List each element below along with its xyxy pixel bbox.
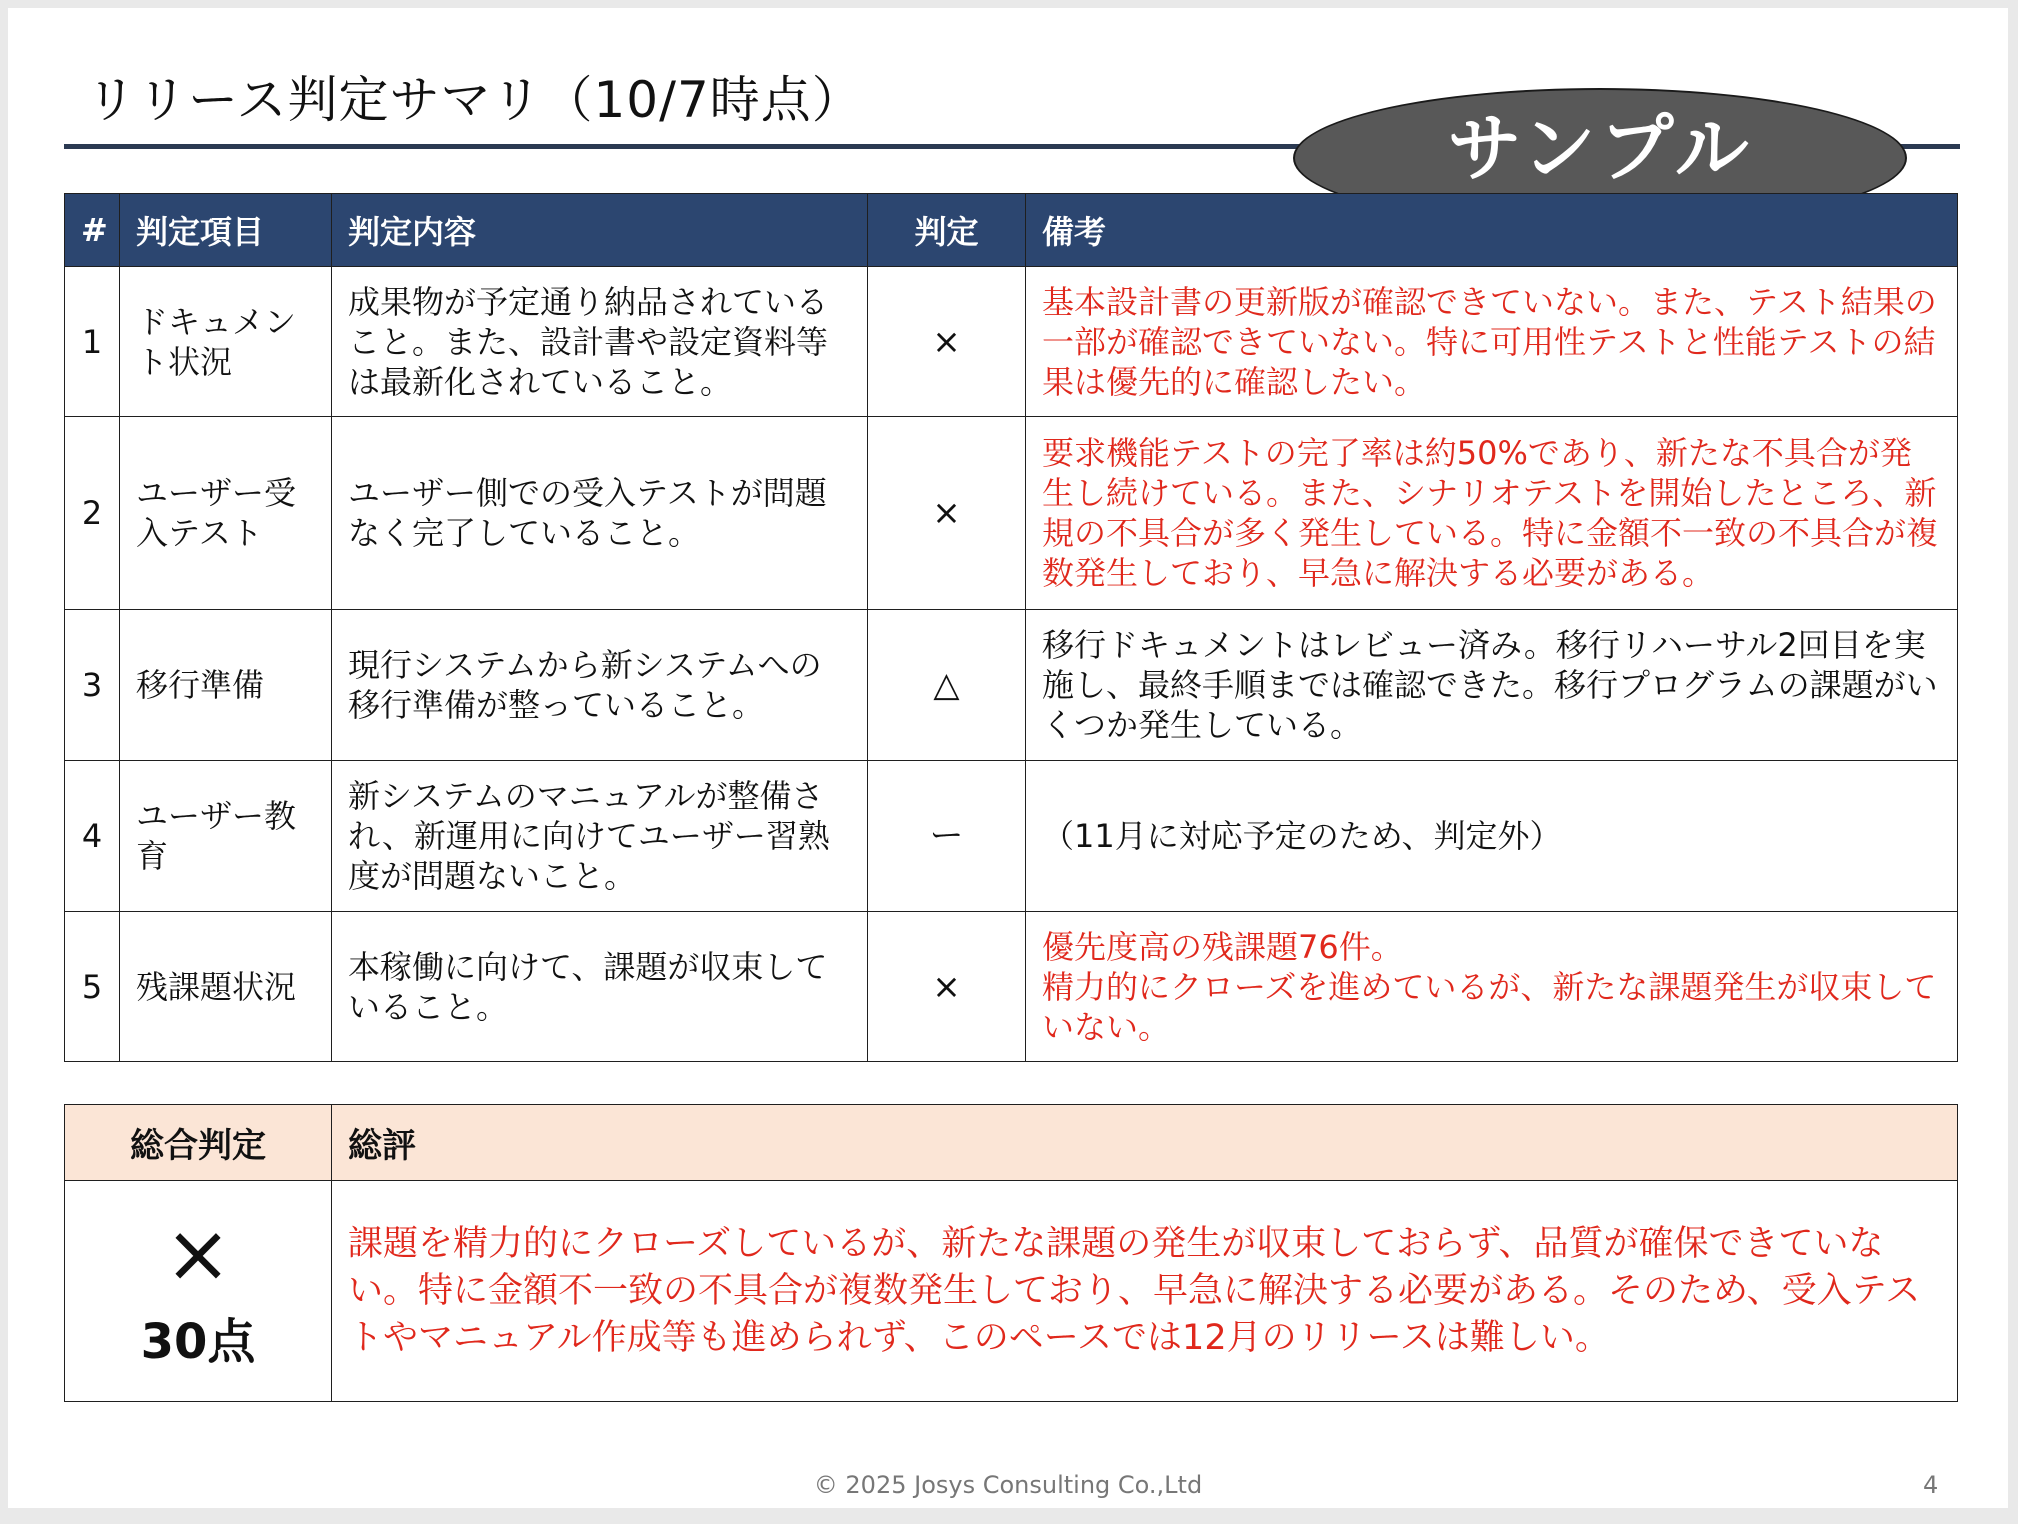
summary-row (65, 1181, 1958, 1402)
copyright-footer: © 2025 Josys Consulting Co.,Ltd (813, 1471, 1203, 1499)
col-header-number: # (65, 194, 120, 267)
row-item: ドキュメント状況 (120, 267, 332, 417)
row-item: ユーザー受入テスト (120, 417, 332, 610)
table-row (65, 417, 1958, 610)
row-content: 現行システムから新システムへの移行準備が整っていること。 (332, 610, 868, 761)
release-judgment-table (64, 193, 1958, 1062)
overall-summary-table (64, 1104, 1958, 1402)
overall-judgment (65, 1181, 332, 1402)
row-note: 移行ドキュメントはレビュー済み。移行リハーサル2回目を実施し、最終手順までは確認できた。移行プログラムの課題がいくつか発生している。 (1026, 610, 1958, 761)
slide-title: リリース判定サマリ（10/7時点） (86, 71, 863, 129)
col-header-item: 判定項目 (120, 194, 332, 267)
table-row (65, 267, 1958, 417)
table-row (65, 761, 1958, 912)
row-number: 5 (65, 912, 120, 1062)
row-verdict: △ (868, 610, 1026, 761)
row-number: 3 (65, 610, 120, 761)
overall-review: 課題を精力的にクローズしているが、新たな課題の発生が収束しておらず、品質が確保できていない。特に金額不一致の不具合が複数発生しており、早急に解決する必要がある。そのため、受入テストやマニュアル作成等も進められず、このペースでは12月のリリースは難しい。 (332, 1181, 1958, 1402)
sample-stamp-label: サンプル (1447, 106, 1753, 192)
summary-header-review: 総評 (332, 1105, 1958, 1181)
row-content: ユーザー側での受入テストが問題なく完了していること。 (332, 417, 868, 610)
row-note: 基本設計書の更新版が確認できていない。また、テスト結果の一部が確認できていない。特に可用性テストと性能テストの結果は優先的に確認したい。 (1026, 267, 1958, 417)
row-verdict: ー (868, 761, 1026, 912)
row-note-line: 精力的にクローズを進めているが、新たな課題発生が収束していない。 (1042, 967, 1937, 1046)
row-number: 4 (65, 761, 120, 912)
row-verdict: × (868, 267, 1026, 417)
row-item: 残課題状況 (120, 912, 332, 1062)
row-content: 本稼働に向けて、課題が収束していること。 (332, 912, 868, 1062)
row-note (1026, 912, 1958, 1062)
col-header-note: 備考 (1026, 194, 1958, 267)
page-number: 4 (1923, 1471, 1939, 1499)
slide (8, 8, 2008, 1508)
row-number: 1 (65, 267, 120, 417)
summary-header-overall: 総合判定 (65, 1105, 332, 1181)
row-item: 移行準備 (120, 610, 332, 761)
row-verdict: × (868, 912, 1026, 1062)
row-item: ユーザー教育 (120, 761, 332, 912)
row-content: 成果物が予定通り納品されていること。また、設計書や設定資料等は最新化されていること。 (332, 267, 868, 417)
overall-score: 30点 (140, 1313, 256, 1370)
row-content: 新システムのマニュアルが整備され、新運用に向けてユーザー習熟度が問題ないこと。 (332, 761, 868, 912)
row-number: 2 (65, 417, 120, 610)
row-verdict: × (868, 417, 1026, 610)
overall-mark: × (164, 1206, 232, 1300)
table-row (65, 912, 1958, 1062)
table-row (65, 610, 1958, 761)
summary-header-row (65, 1105, 1958, 1181)
row-note: 要求機能テストの完了率は約50%であり、新たな不具合が発生し続けている。また、シナリオテストを開始したところ、新規の不具合が多く発生している。特に金額不一致の不具合が複数発生しており、早急に解決する必要がある。 (1026, 417, 1958, 610)
col-header-verdict: 判定 (868, 194, 1026, 267)
row-note: （11月に対応予定のため、判定外） (1026, 761, 1958, 912)
col-header-content: 判定内容 (332, 194, 868, 267)
row-note-line: 優先度高の残課題76件。 (1042, 927, 1403, 966)
table-header-row (65, 194, 1958, 267)
